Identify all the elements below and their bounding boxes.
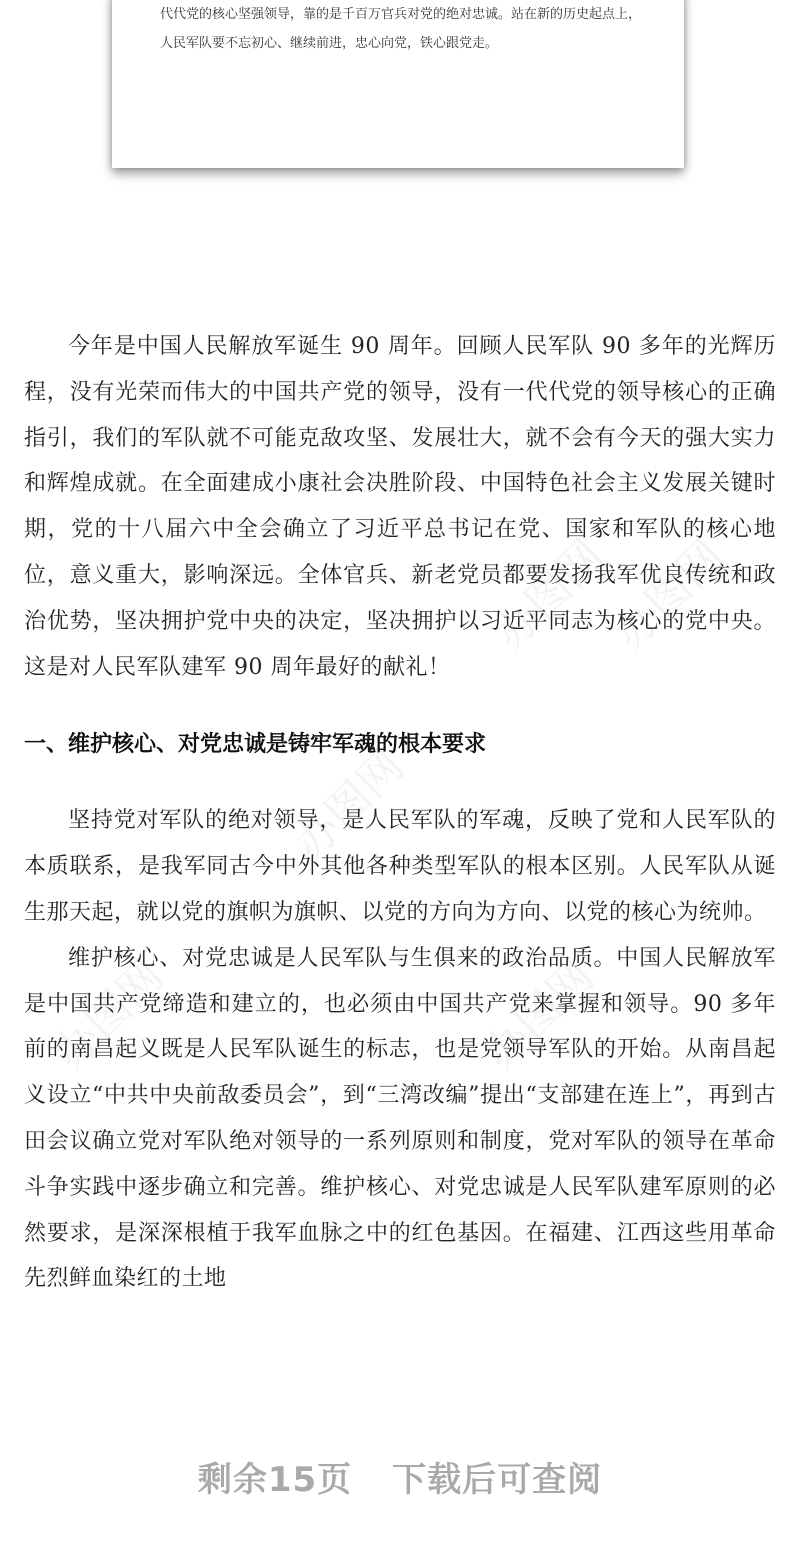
download-banner[interactable] <box>0 1450 800 1510</box>
download-hint-label: 下载后可查阅 <box>392 1460 603 1500</box>
section-paragraph: 维护核心、对党忠诚是人民军队与生俱来的政治品质。中国人民解放军是中国共产党缔造和建立的，也必须由中国共产党来掌握和领导。90 多年前的南昌起义既是人民军队诞生的标志，也是党领导军队的开始。从南昌起义设立“中共中央前敌委员会”，到“三湾改编”提出“支部建在连上”，再到古田会议确立党对军队绝对领导的一系列原则和制度，党对军队的领导在革命斗争实践中逐步确立和完善。维护核心、对党忠诚是人民军队建军原则的必然要求，是深深根植于我军血脉之中的红色基因。在福建、江西这些用革命先烈鲜血染红的土地 <box>24 945 776 1292</box>
watermark: 办图网 <box>484 530 614 660</box>
article-body <box>24 324 776 1302</box>
summary-card-text: 代代党的核心坚强领导，靠的是千百万官兵对党的绝对忠诚。站在新的历史起点上，人民军队要不忘初心、继续前进，忠心向党，铁心跟党走。 <box>160 7 642 51</box>
intro-paragraph: 今年是中国人民解放军诞生 90 周年。回顾人民军队 90 多年的光辉历程，没有光荣而伟大的中国共产党的领导，没有一代代党的领导核心的正确指引，我们的军队就不可能克敌攻坚、发展壮大，就不会有今天的强大实力和辉煌成就。在全面建成小康社会决胜阶段、中国特色社会主义发展关键时期，党的十八届六中全会确立了习近平总书记在党、国家和军队的核心地位，意义重大，影响深远。全体官兵、新老党员都要发扬我军优良传统和政治优势，坚决拥护党中央的决定，坚决拥护以习近平同志为核心的党中央。这是对人民军队建军 90 周年最好的献礼！ <box>24 334 776 680</box>
watermark: 办图网 <box>44 950 174 1080</box>
watermark: 办图网 <box>604 530 734 660</box>
remaining-pages-label: 剩余15页 <box>197 1460 353 1500</box>
watermark: 办图网 <box>284 740 414 870</box>
watermark: 办图网 <box>474 950 604 1080</box>
section-heading: 一、维护核心、对党忠诚是铸牢军魂的根本要求 <box>24 732 487 758</box>
summary-card <box>112 0 684 168</box>
section-paragraph: 坚持党对军队的绝对领导，是人民军队的军魂，反映了党和人民军队的本质联系，是我军同古今中外其他各种类型军队的根本区别。人民军队从诞生那天起，就以党的旗帜为旗帜、以党的方向为方向、以党的核心为统帅。 <box>24 808 776 925</box>
